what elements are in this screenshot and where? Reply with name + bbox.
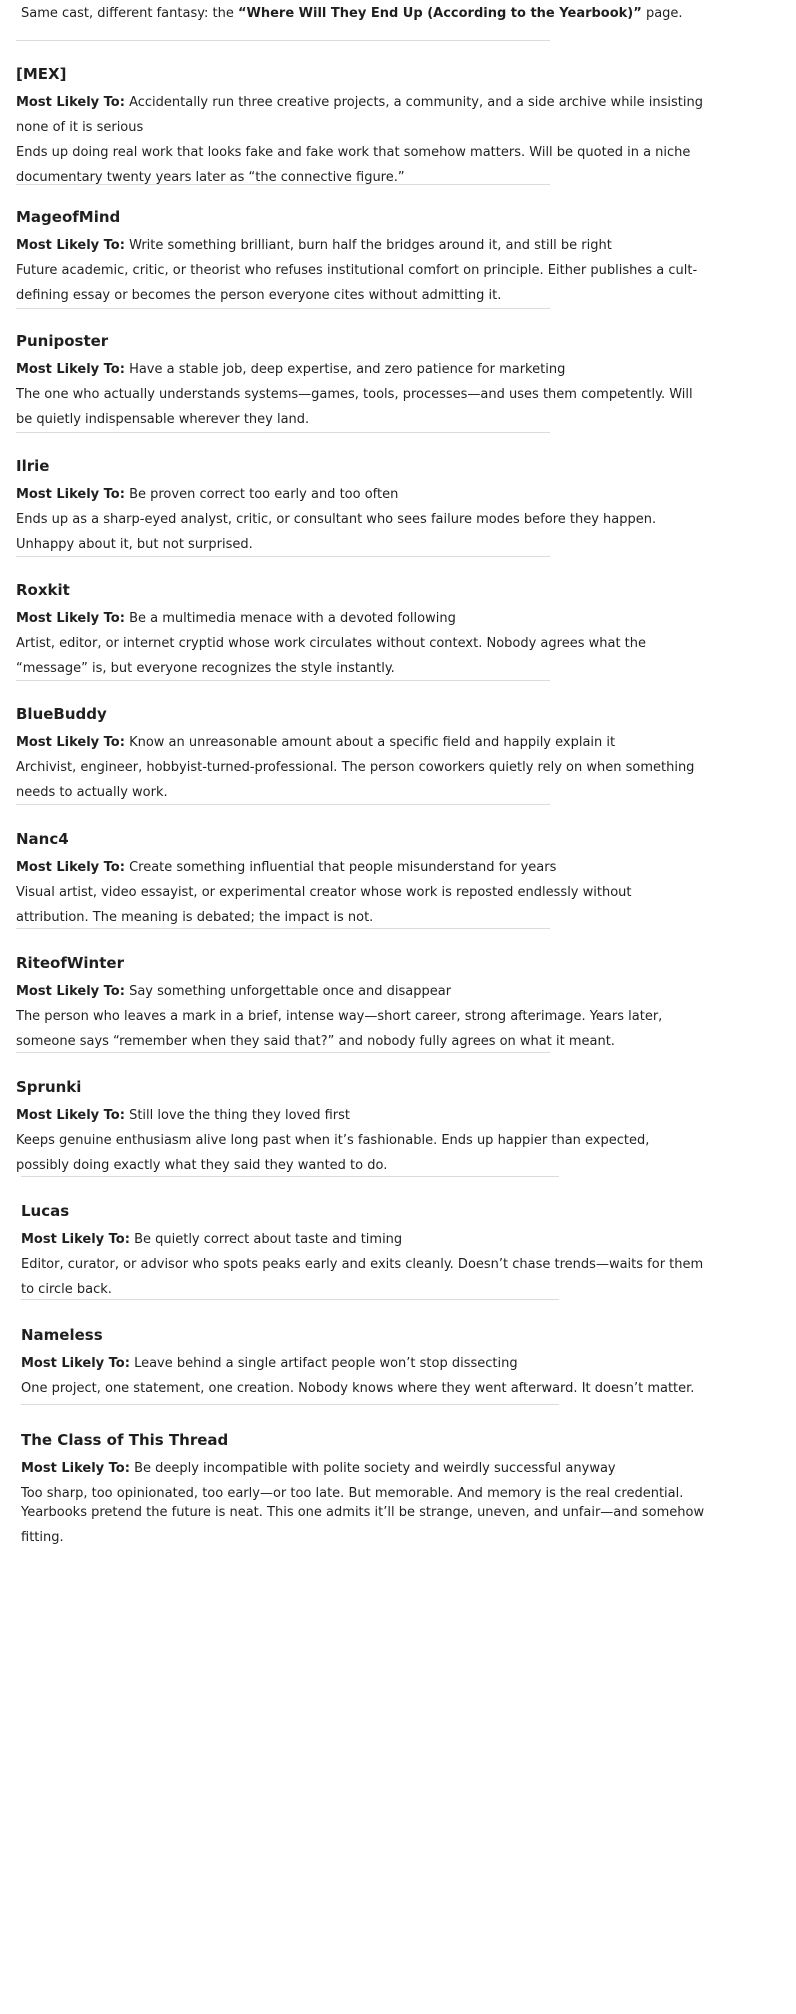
- entry-card: [16, 829, 706, 930]
- entry-name: Sprunki: [16, 1078, 82, 1096]
- section-divider: [16, 40, 550, 41]
- entry-card: [16, 704, 706, 805]
- entry-name: RiteofWinter: [16, 954, 124, 972]
- section-divider: [16, 432, 550, 433]
- section-divider: [21, 1176, 559, 1177]
- most-likely-label: Most Likely To:: [16, 1108, 125, 1123]
- most-likely-label: Most Likely To:: [16, 362, 125, 377]
- most-likely-line: [16, 1103, 706, 1128]
- section-divider: [21, 1404, 559, 1405]
- entry-name: [MEX]: [16, 65, 67, 83]
- most-likely-line: [16, 979, 706, 1004]
- most-likely-text: Accidentally run three creative projects, a community, and a side archive while insisting none of it is serious: [16, 95, 703, 135]
- intro-suffix: page.: [641, 6, 683, 21]
- entry-description: One project, one statement, one creation. Nobody knows where they went afterward. It doesn’t matter.: [21, 1381, 695, 1396]
- entry-card: [16, 456, 706, 557]
- most-likely-label: Most Likely To:: [16, 611, 125, 626]
- most-likely-text: Know an unreasonable amount about a specific field and happily explain it: [124, 735, 616, 750]
- intro-title: “Where Will They End Up (According to the Yearbook)”: [237, 6, 642, 21]
- entry-card: [16, 331, 706, 432]
- most-likely-text: Be deeply incompatible with polite society and weirdly successful anyway: [129, 1461, 616, 1476]
- entry-card: [16, 953, 706, 1054]
- entry-name: BlueBuddy: [16, 705, 107, 723]
- most-likely-text: Be quietly correct about taste and timing: [129, 1232, 403, 1247]
- entry-name: The Class of This Thread: [21, 1431, 229, 1449]
- entry-description: Ends up doing real work that looks fake and fake work that somehow matters. Will be quoted in a niche documentary twenty years later as “the connective figure.”: [16, 145, 691, 185]
- entry-description: Too sharp, too opinionated, too early—or too late. But memorable. And memory is the real credential.: [21, 1486, 684, 1501]
- most-likely-line: [21, 1351, 711, 1376]
- closing-paragraph: Yearbooks pretend the future is neat. This one admits it’ll be strange, uneven, and unfair—and somehow fitting.: [21, 1505, 705, 1545]
- most-likely-label: Most Likely To:: [16, 238, 125, 253]
- section-divider: [16, 184, 550, 185]
- most-likely-line: [21, 1227, 711, 1252]
- most-likely-line: [16, 357, 706, 382]
- entry-description: The one who actually understands systems—games, tools, processes—and uses them competently. Will be quietly indispensable wherever they land.: [16, 387, 693, 427]
- most-likely-label: Most Likely To:: [16, 860, 125, 875]
- entry-name: Ilrie: [16, 457, 50, 475]
- most-likely-label: Most Likely To:: [21, 1461, 130, 1476]
- intro-prefix: Same cast, different fantasy: the: [21, 6, 238, 21]
- most-likely-label: Most Likely To:: [21, 1232, 130, 1247]
- entry-card: [16, 64, 706, 190]
- most-likely-text: Have a stable job, deep expertise, and zero patience for marketing: [124, 362, 566, 377]
- most-likely-text: Be proven correct too early and too often: [124, 487, 399, 502]
- section-divider: [16, 680, 550, 681]
- entry-description: Editor, curator, or advisor who spots peaks early and exits cleanly. Doesn’t chase trends—waits for them to circle back.: [21, 1257, 704, 1297]
- entry-card: [21, 1430, 711, 1506]
- entry-description: Archivist, engineer, hobbyist-turned-professional. The person coworkers quietly rely on when something needs to actually work.: [16, 760, 695, 800]
- yearbook-page: [16, 0, 711, 1545]
- entry-card: [16, 1077, 706, 1178]
- most-likely-text: Write something brilliant, burn half the bridges around it, and still be right: [124, 238, 612, 253]
- section-divider: [16, 804, 550, 805]
- entry-name: MageofMind: [16, 208, 121, 226]
- most-likely-line: [21, 1456, 711, 1481]
- most-likely-label: Most Likely To:: [21, 1356, 130, 1371]
- most-likely-text: Say something unforgettable once and disappear: [124, 984, 452, 999]
- section-divider: [16, 1052, 550, 1053]
- most-likely-label: Most Likely To:: [16, 95, 125, 110]
- entry-description: Keeps genuine enthusiasm alive long past when it’s fashionable. Ends up happier than expected, possibly doing exactly what they said they wanted to do.: [16, 1133, 650, 1173]
- most-likely-text: Be a multimedia menace with a devoted following: [124, 611, 456, 626]
- entry-card: [16, 580, 706, 681]
- entry-description: Visual artist, video essayist, or experimental creator whose work is reposted endlessly without attribution. The meaning is debated; the impact is not.: [16, 885, 632, 925]
- most-likely-text: Still love the thing they loved first: [124, 1108, 351, 1123]
- most-likely-line: [16, 90, 706, 140]
- entry-description: The person who leaves a mark in a brief, intense way—short career, strong afterimage. Years later, someone says “remember when they said that?” and nobody fully agrees on what it meant.: [16, 1009, 663, 1049]
- most-likely-line: [16, 855, 706, 880]
- most-likely-line: [16, 482, 706, 507]
- intro-line: [21, 4, 711, 28]
- entry-card: [21, 1201, 711, 1302]
- section-divider: [16, 308, 550, 309]
- entry-name: Lucas: [21, 1202, 70, 1220]
- entry-name: Roxkit: [16, 581, 70, 599]
- entry-description: Ends up as a sharp-eyed analyst, critic, or consultant who sees failure modes before they happen. Unhappy about it, but not surprised.: [16, 512, 657, 552]
- section-divider: [16, 928, 550, 929]
- section-divider: [16, 556, 550, 557]
- most-likely-label: Most Likely To:: [16, 487, 125, 502]
- most-likely-label: Most Likely To:: [16, 984, 125, 999]
- most-likely-line: [16, 233, 706, 258]
- most-likely-label: Most Likely To:: [16, 735, 125, 750]
- most-likely-text: Leave behind a single artifact people won’t stop dissecting: [129, 1356, 518, 1371]
- most-likely-text: Create something influential that people misunderstand for years: [124, 860, 557, 875]
- entry-name: Puniposter: [16, 332, 109, 350]
- section-divider: [21, 1299, 559, 1300]
- most-likely-line: [16, 730, 706, 755]
- entry-card: [21, 1325, 711, 1401]
- entry-name: Nameless: [21, 1326, 103, 1344]
- most-likely-line: [16, 606, 706, 631]
- entry-description: Artist, editor, or internet cryptid whose work circulates without context. Nobody agrees what the “message” is, but everyone recognizes the style instantly.: [16, 636, 647, 676]
- entry-description: Future academic, critic, or theorist who refuses institutional comfort on principle. Either publishes a cult-defining essay or becomes the person everyone cites without admitting it.: [16, 263, 698, 303]
- entry-name: Nanc4: [16, 830, 69, 848]
- entry-card: [16, 207, 706, 308]
